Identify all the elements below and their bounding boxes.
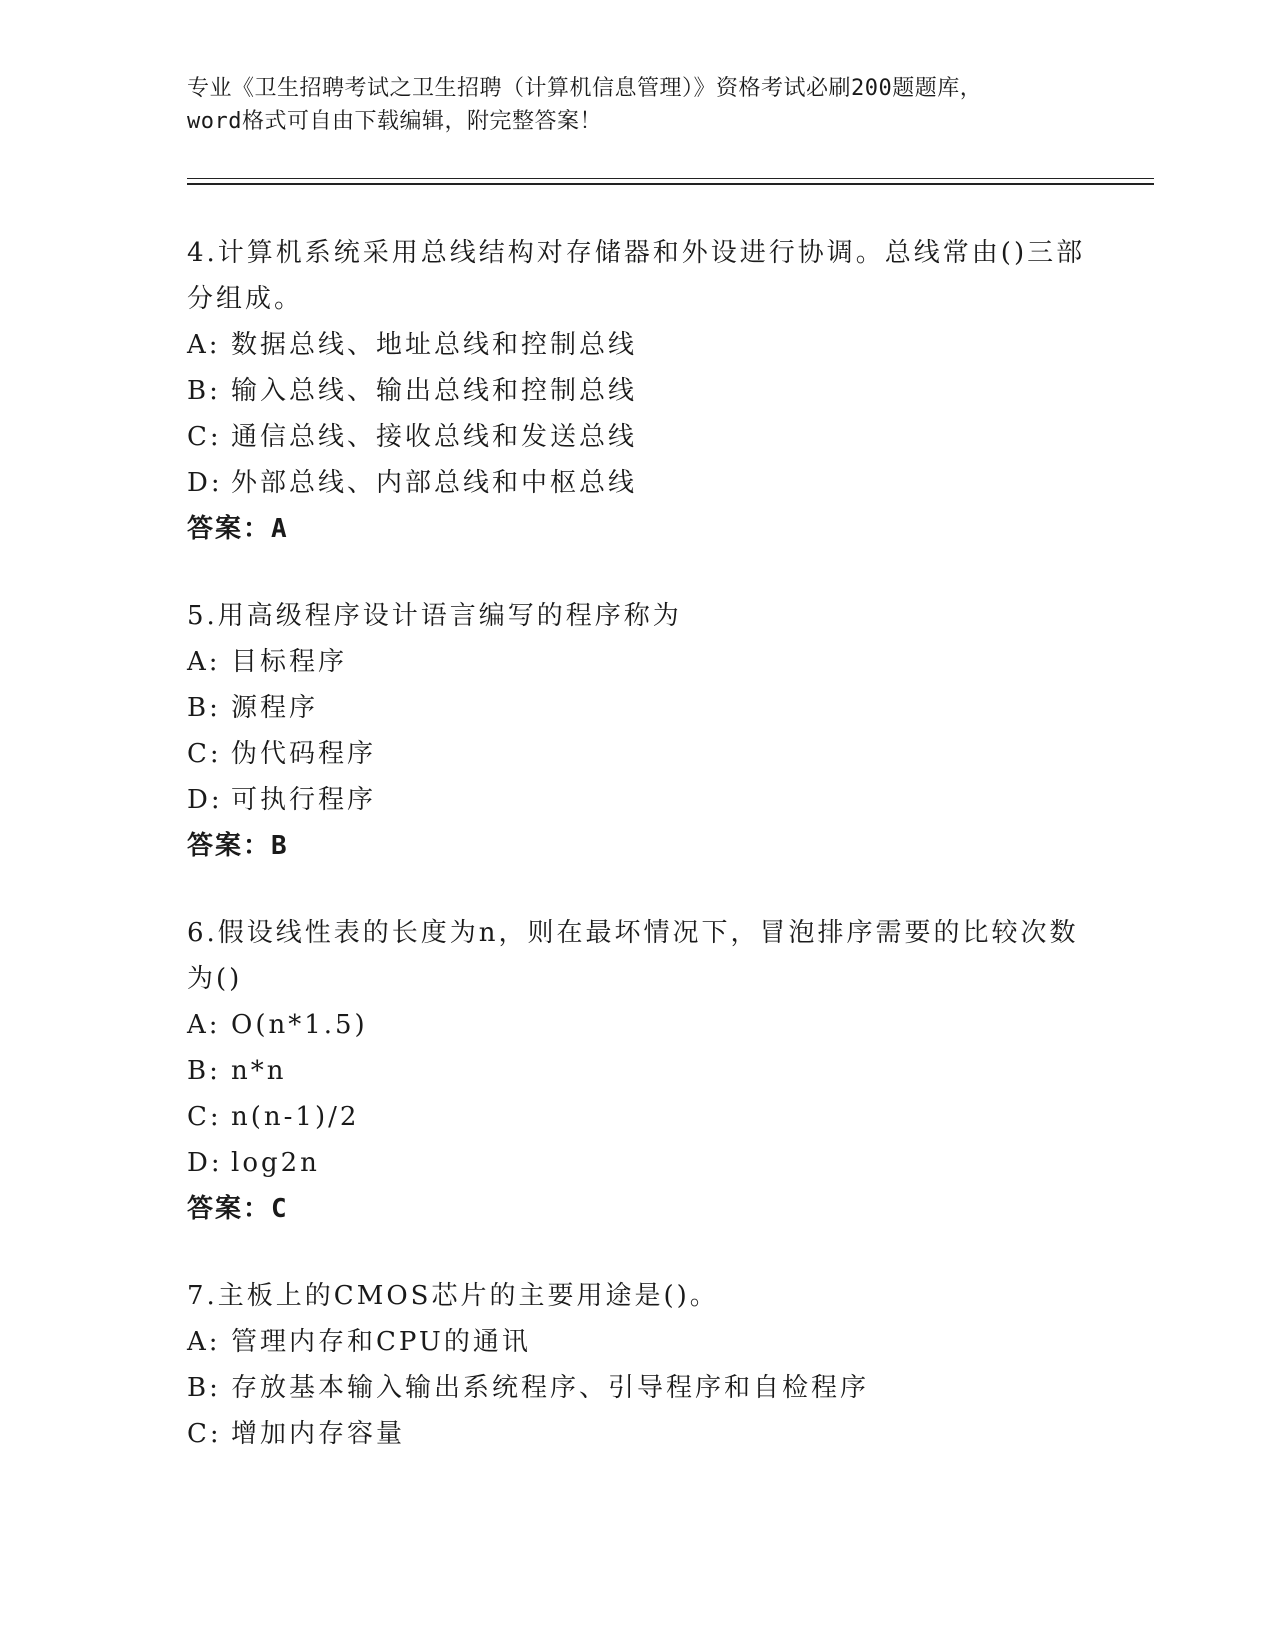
option-letter: B: [187, 1373, 221, 1403]
option-d [187, 777, 1087, 823]
option-text: 数据总线、地址总线和控制总线 [231, 330, 638, 360]
option-text: 外部总线、内部总线和中枢总线 [231, 468, 638, 498]
question-5 [187, 593, 1087, 869]
document-header [187, 72, 1087, 138]
option-letter: A: [187, 1010, 221, 1040]
option-letter: D: [187, 785, 223, 815]
option-b [187, 1048, 1087, 1094]
option-letter: B: [187, 376, 221, 406]
option-a [187, 1002, 1087, 1048]
option-text: 通信总线、接收总线和发送总线 [231, 422, 638, 452]
option-c [187, 731, 1087, 777]
option-d [187, 1140, 1087, 1186]
option-text: 管理内存和CPU的通讯 [231, 1327, 531, 1357]
question-stem: 4.计算机系统采用总线结构对存储器和外设进行协调。总线常由()三部分组成。 [187, 238, 1086, 314]
answer-label: 答案：C [187, 1194, 289, 1224]
question-7 [187, 1273, 1087, 1457]
option-letter: A: [187, 330, 221, 360]
option-c [187, 1411, 1087, 1457]
option-b [187, 685, 1087, 731]
option-text: O(n*1.5) [231, 1010, 368, 1040]
option-c [187, 1094, 1087, 1140]
header-divider-thick [187, 183, 1154, 185]
option-text: 可执行程序 [231, 785, 377, 815]
header-title-line-2: word格式可自由下载编辑，附完整答案！ [187, 109, 602, 134]
header-title-line-1: 专业《卫生招聘考试之卫生招聘（计算机信息管理）》资格考试必刷200题题库， [187, 76, 983, 101]
question-stem: 6.假设线性表的长度为n，则在最坏情况下，冒泡排序需要的比较次数为() [187, 918, 1079, 994]
option-letter: D: [187, 1148, 223, 1178]
option-letter: C: [187, 1419, 222, 1449]
question-4 [187, 230, 1087, 552]
option-text: 增加内存容量 [231, 1419, 406, 1449]
option-text: n(n-1)/2 [231, 1102, 360, 1132]
option-c [187, 414, 1087, 460]
answer-label: 答案：A [187, 514, 289, 544]
option-letter: C: [187, 422, 222, 452]
option-text: 存放基本输入输出系统程序、引导程序和自检程序 [231, 1373, 870, 1403]
option-letter: B: [187, 693, 221, 723]
option-text: n*n [231, 1056, 287, 1086]
option-a [187, 322, 1087, 368]
question-stem: 5.用高级程序设计语言编写的程序称为 [187, 601, 682, 631]
option-a [187, 1319, 1087, 1365]
option-letter: C: [187, 739, 222, 769]
question-stem: 7.主板上的CMOS芯片的主要用途是()。 [187, 1281, 719, 1311]
header-divider-thin [187, 178, 1154, 179]
question-6 [187, 910, 1087, 1232]
option-text: 输入总线、输出总线和控制总线 [231, 376, 638, 406]
option-letter: B: [187, 1056, 221, 1086]
option-b [187, 368, 1087, 414]
option-d [187, 460, 1087, 506]
answer-label: 答案：B [187, 831, 289, 861]
option-text: 源程序 [231, 693, 319, 723]
option-text: 伪代码程序 [231, 739, 377, 769]
option-b [187, 1365, 1087, 1411]
option-letter: C: [187, 1102, 222, 1132]
option-a [187, 639, 1087, 685]
option-letter: D: [187, 468, 223, 498]
option-text: 目标程序 [231, 647, 348, 677]
option-letter: A: [187, 647, 221, 677]
option-letter: A: [187, 1327, 221, 1357]
option-text: log2n [231, 1148, 320, 1178]
question-list [187, 230, 1087, 1498]
